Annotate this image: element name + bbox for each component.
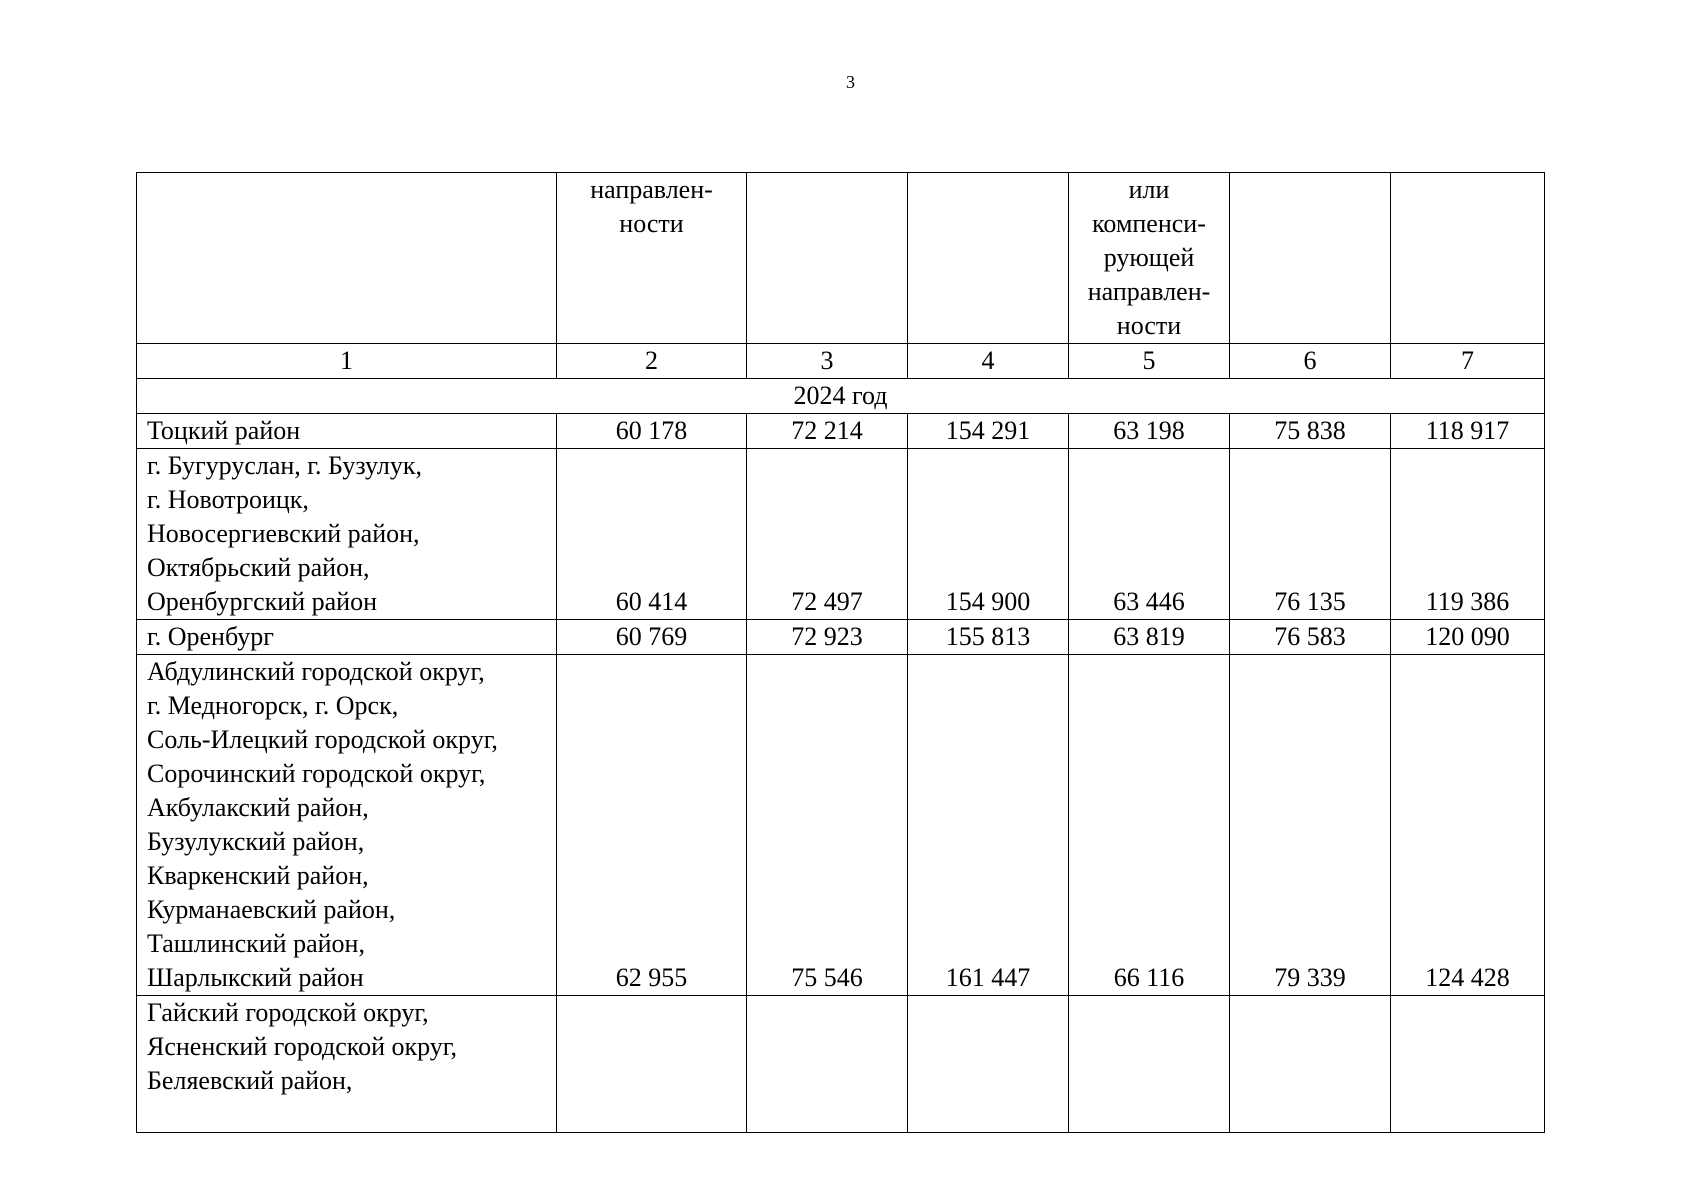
value-cell: 66 116 <box>1069 655 1230 996</box>
value-cell: 161 447 <box>908 655 1069 996</box>
row-name-line: Шарлыкский район <box>147 963 364 992</box>
row-name <box>137 414 557 449</box>
table-row <box>137 414 1545 449</box>
value-cell: 76 583 <box>1230 620 1391 655</box>
value-cell: 72 497 <box>747 449 908 620</box>
table-row <box>137 620 1545 655</box>
value-cell: 63 446 <box>1069 449 1230 620</box>
header-text-line: направлен- <box>590 175 713 204</box>
value-cell: 63 198 <box>1069 414 1230 449</box>
value-cell: 76 135 <box>1230 449 1391 620</box>
header-cell-4 <box>908 173 1069 344</box>
row-name <box>137 655 557 996</box>
value-cell <box>908 996 1069 1133</box>
column-number: 2 <box>557 344 747 379</box>
value-cell: 60 769 <box>557 620 747 655</box>
header-text-line: направлен- <box>1087 277 1211 306</box>
value-cell: 60 178 <box>557 414 747 449</box>
value-cell: 154 900 <box>908 449 1069 620</box>
row-name-line: г. Бугуруслан, г. Бузулук, <box>147 451 423 480</box>
header-text-line: или <box>1128 175 1170 204</box>
data-table <box>136 172 1545 1133</box>
value-cell: 63 819 <box>1069 620 1230 655</box>
page-number: 3 <box>846 72 855 92</box>
header-cell-2 <box>557 173 747 344</box>
row-name <box>137 620 557 655</box>
row-name-line: г. Медногорск, г. Орск, <box>147 691 399 720</box>
row-name-line: Сорочинский городской округ, <box>147 759 486 788</box>
column-number-row <box>137 344 1545 379</box>
value-cell: 60 414 <box>557 449 747 620</box>
value-cell: 124 428 <box>1391 655 1545 996</box>
row-name-line: Абдулинский городской округ, <box>147 657 485 686</box>
value-cell: 154 291 <box>908 414 1069 449</box>
value-cell: 62 955 <box>557 655 747 996</box>
row-name-line: Оренбургский район <box>147 587 378 616</box>
column-number: 5 <box>1069 344 1230 379</box>
year-label: 2024 год <box>137 379 1545 414</box>
row-name-line: Гайский городской округ, <box>147 998 429 1027</box>
value-cell <box>557 996 747 1133</box>
row-name-line: Ташлинский район, <box>147 929 365 958</box>
row-name-line: Октябрьский район, <box>147 553 370 582</box>
value-cell <box>1230 996 1391 1133</box>
row-name-line: Акбулакский район, <box>147 793 369 822</box>
header-cell-5 <box>1069 173 1230 344</box>
row-name-line: Тоцкий район <box>147 416 301 445</box>
row-name <box>137 996 557 1133</box>
value-cell: 120 090 <box>1391 620 1545 655</box>
table-row <box>137 449 1545 620</box>
row-name-line: Соль-Илецкий городской округ, <box>147 725 498 754</box>
header-text-line: ности <box>619 209 684 238</box>
column-number: 1 <box>137 344 557 379</box>
header-cell-1 <box>137 173 557 344</box>
table-header-row <box>137 173 1545 344</box>
header-text-line: ности <box>1116 311 1182 340</box>
table-row <box>137 655 1545 996</box>
value-cell: 75 838 <box>1230 414 1391 449</box>
value-cell: 118 917 <box>1391 414 1545 449</box>
header-text-line: рующей <box>1103 243 1195 272</box>
row-name-line: Новосергиевский район, <box>147 519 420 548</box>
column-number: 6 <box>1230 344 1391 379</box>
header-text-line: компенси- <box>1092 209 1206 238</box>
column-number: 4 <box>908 344 1069 379</box>
header-cell-7 <box>1391 173 1545 344</box>
value-cell: 72 214 <box>747 414 908 449</box>
header-cell-3 <box>747 173 908 344</box>
value-cell <box>747 996 908 1133</box>
year-row <box>137 379 1545 414</box>
header-cell-6 <box>1230 173 1391 344</box>
row-name <box>137 449 557 620</box>
value-cell: 79 339 <box>1230 655 1391 996</box>
row-name-line: г. Оренбург <box>147 622 274 651</box>
value-cell: 75 546 <box>747 655 908 996</box>
row-name-line: Бузулукский район, <box>147 827 365 856</box>
column-number: 7 <box>1391 344 1545 379</box>
value-cell: 72 923 <box>747 620 908 655</box>
row-name-line: Беляевский район, <box>147 1066 353 1095</box>
column-number: 3 <box>747 344 908 379</box>
row-name-line: Курманаевский район, <box>147 895 396 924</box>
value-cell <box>1069 996 1230 1133</box>
row-name-line: г. Новотроицк, <box>147 485 309 514</box>
row-name-line: Кваркенский район, <box>147 861 369 890</box>
value-cell: 155 813 <box>908 620 1069 655</box>
table-row <box>137 996 1545 1133</box>
value-cell <box>1391 996 1545 1133</box>
row-name-line: Ясненский городской округ, <box>147 1032 458 1061</box>
value-cell: 119 386 <box>1391 449 1545 620</box>
